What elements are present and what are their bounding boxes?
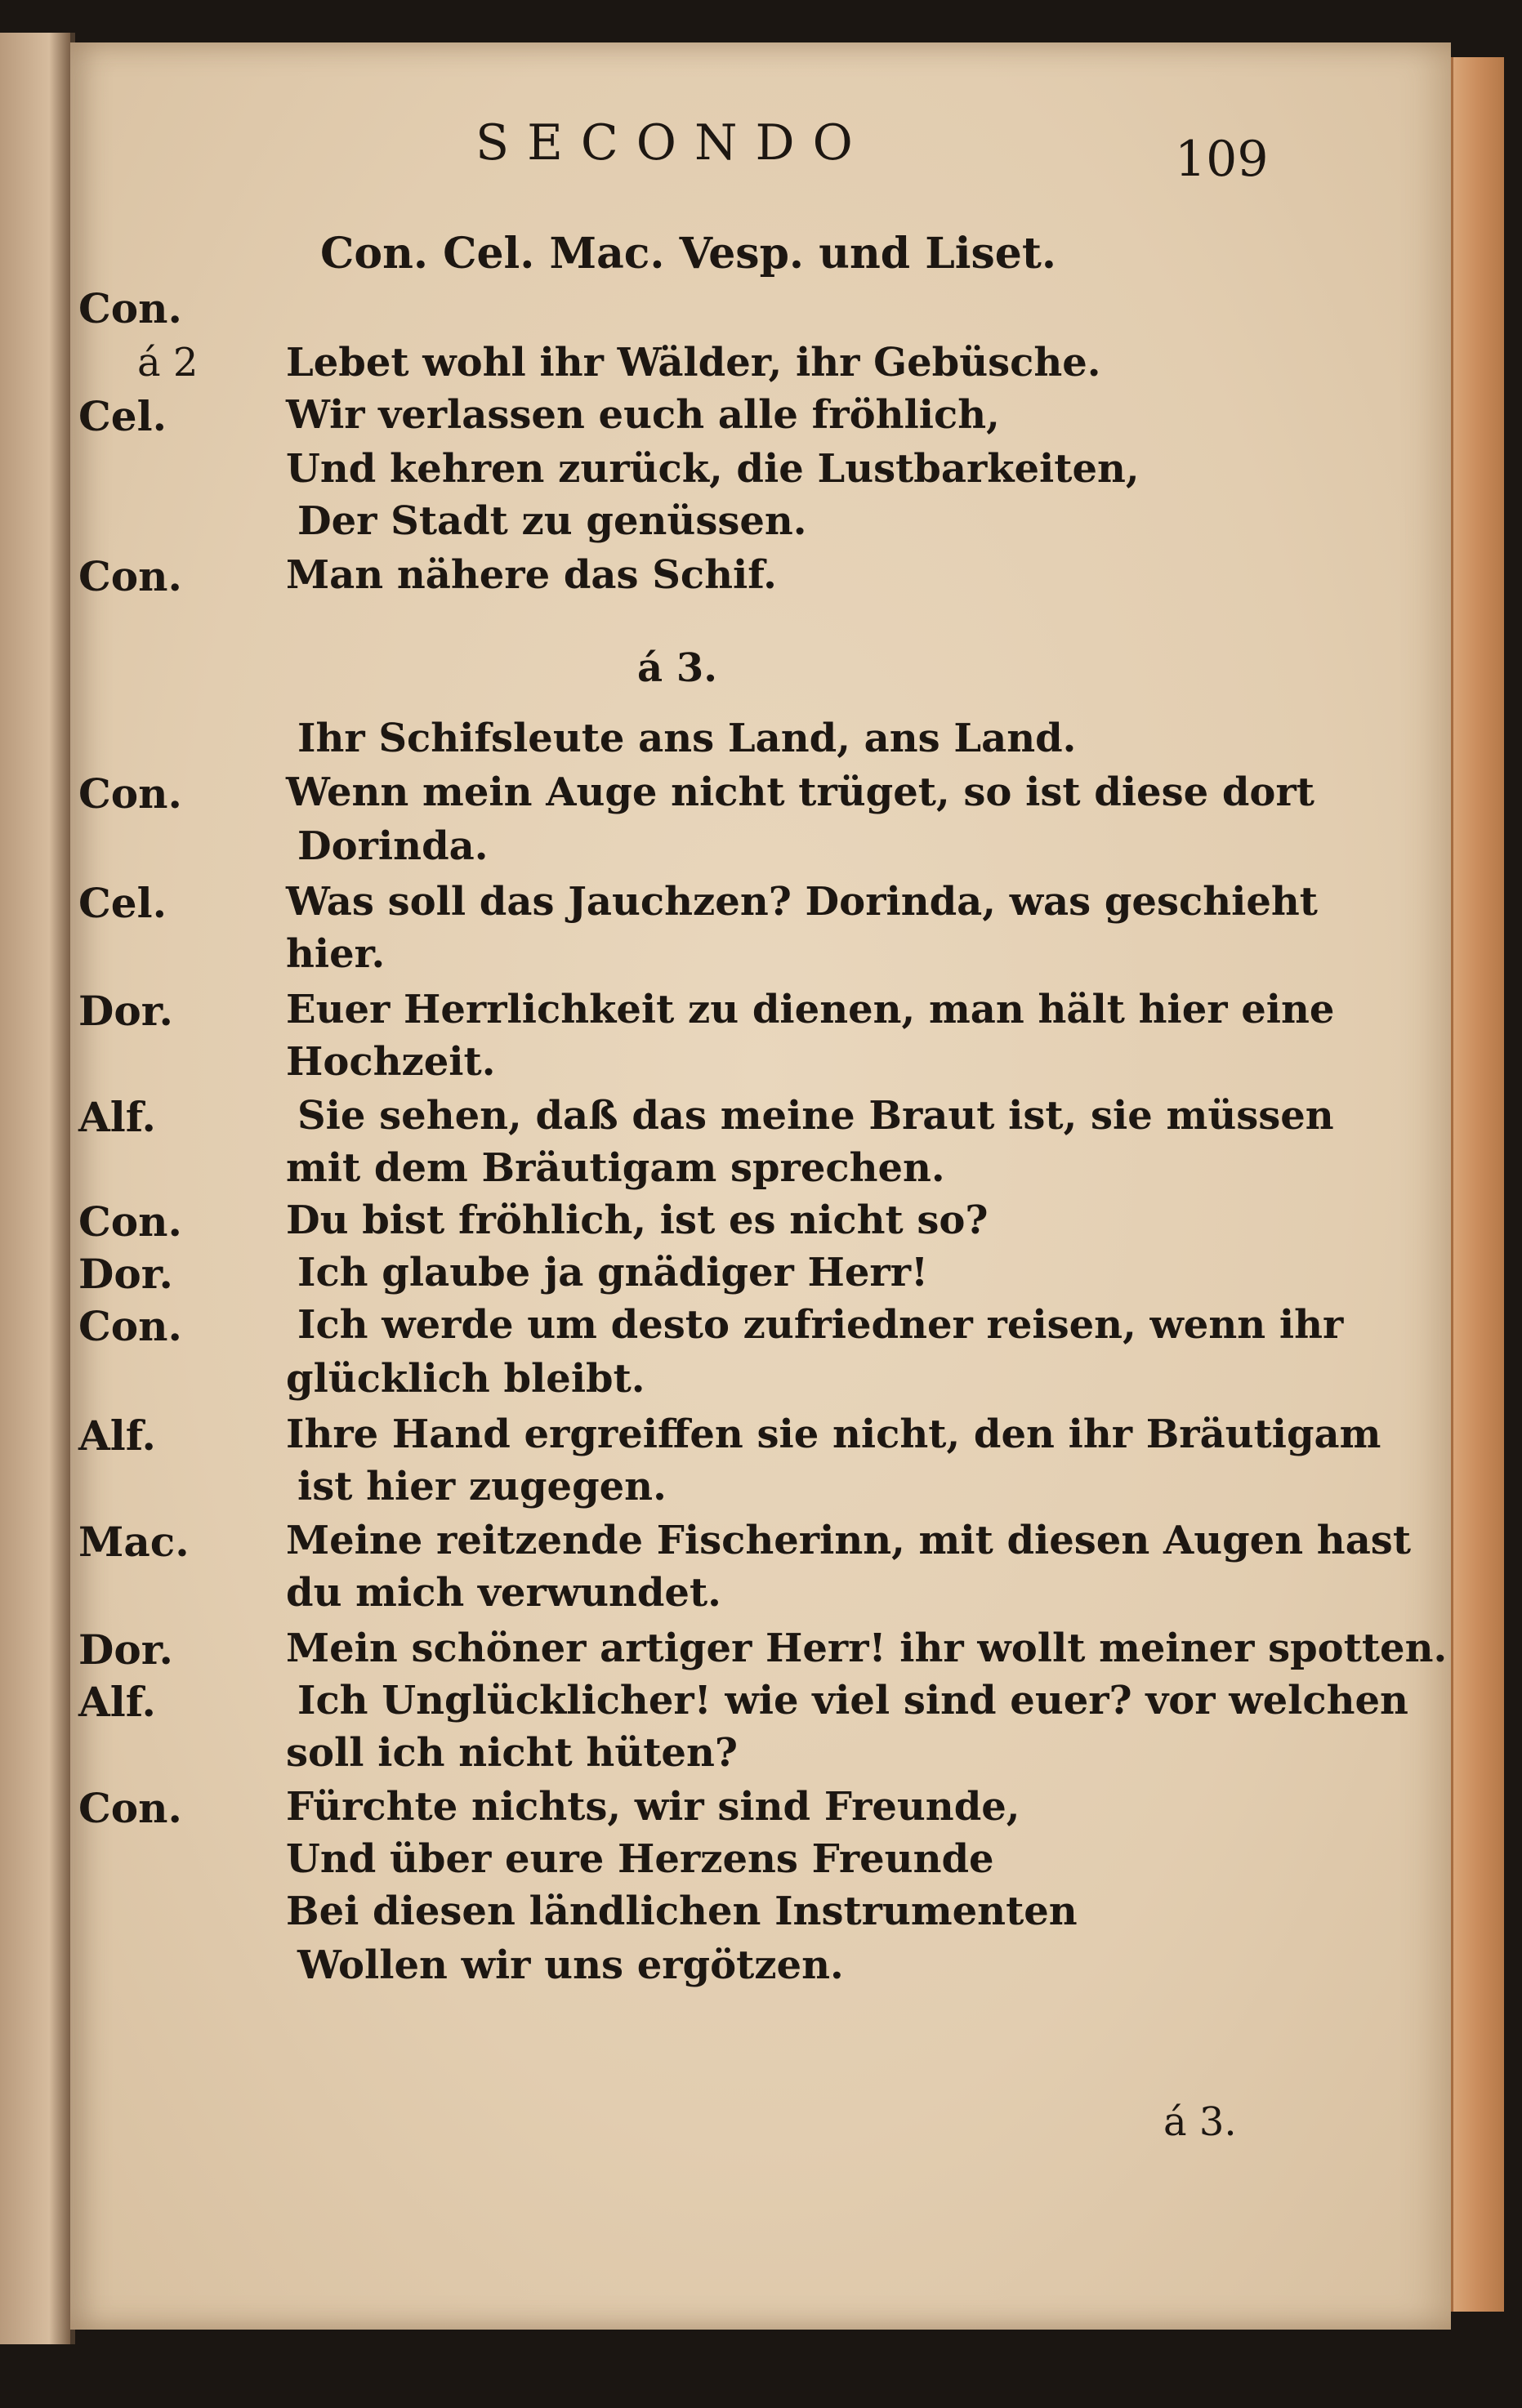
- dialogue-line: Sie sehen, daß das meine Braut ist, sie müssen: [297, 1093, 1334, 1139]
- dialogue-line: du mich verwundet.: [286, 1570, 721, 1616]
- speaker-label: Con.: [78, 769, 182, 818]
- speaker-label: Con.: [78, 552, 182, 600]
- dialogue-line: ist hier zugegen.: [297, 1464, 667, 1509]
- speaker-label: Con.: [78, 1784, 182, 1832]
- dialogue-line: Ich Unglücklicher! wie viel sind euer? vor welchen: [297, 1678, 1408, 1724]
- speaker-label: Dor.: [78, 987, 173, 1035]
- page-edge: [1451, 57, 1504, 2312]
- dialogue-line: Wir verlassen euch alle fröhlich,: [286, 392, 1000, 438]
- dialogue-line: Euer Herrlichkeit zu dienen, man hält hier eine: [286, 987, 1335, 1032]
- dialogue-line: Meine reitzende Fischerinn, mit diesen Augen hast: [286, 1518, 1411, 1563]
- page-number: 109: [1175, 131, 1269, 188]
- speaker-label: Mac.: [78, 1518, 190, 1566]
- speaker-label: Cel.: [78, 879, 167, 927]
- speaker-label: Con.: [78, 1302, 182, 1350]
- speaker-sub-label: á 2: [137, 340, 199, 386]
- dialogue-line: Hochzeit.: [286, 1039, 496, 1085]
- dialogue-line: hier.: [286, 931, 386, 977]
- dialogue-line: Wenn mein Auge nicht trüget, so ist diese dort: [286, 769, 1314, 815]
- dialogue-line: Und kehren zurück, die Lustbarkeiten,: [286, 446, 1140, 492]
- speaker-label: Alf.: [78, 1093, 156, 1141]
- dialogue-line: Der Stadt zu genüssen.: [297, 498, 807, 544]
- speaker-label: Alf.: [78, 1678, 156, 1726]
- speaker-label: Con.: [78, 284, 182, 332]
- dialogue-line: Dorinda.: [297, 823, 489, 869]
- dialogue-line: Lebet wohl ihr Wälder, ihr Gebüsche.: [286, 340, 1101, 386]
- speaker-label: Dor.: [78, 1250, 173, 1298]
- speaker-label: Dor.: [78, 1625, 173, 1674]
- dialogue-line: Wollen wir uns ergötzen.: [297, 1942, 844, 1988]
- dialogue-line: Ich werde um desto zufriedner reisen, wenn ihr: [297, 1302, 1344, 1348]
- dialogue-line: Du bist fröhlich, ist es nicht so?: [286, 1197, 989, 1243]
- dialogue-line: Ihre Hand ergreiffen sie nicht, den ihr Bräutigam: [286, 1411, 1381, 1457]
- speaker-label: Con.: [78, 1197, 182, 1246]
- dialogue-line: Was soll das Jauchzen? Dorinda, was geschieht: [286, 879, 1318, 925]
- stage-direction: á 3.: [637, 645, 717, 691]
- speaker-label: Alf.: [78, 1411, 156, 1460]
- speaker-label: Cel.: [78, 392, 167, 440]
- dialogue-line: Fürchte nichts, wir sind Freunde,: [286, 1784, 1020, 1830]
- dialogue-line: Und über eure Herzens Freunde: [286, 1836, 994, 1882]
- dialogue-line: Man nähere das Schif.: [286, 552, 777, 598]
- running-title: SECONDO: [475, 114, 871, 172]
- dialogue-line: glücklich bleibt.: [286, 1356, 645, 1402]
- dialogue-line: Ich glaube ja gnädiger Herr!: [297, 1250, 929, 1295]
- dialogue-line: Bei diesen ländlichen Instrumenten: [286, 1888, 1078, 1934]
- dialogue-line: Mein schöner artiger Herr! ihr wollt meiner spotten.: [286, 1625, 1448, 1671]
- dialogue-line: Ihr Schifsleute ans Land, ans Land.: [297, 716, 1077, 761]
- catchword: á 3.: [1163, 2099, 1237, 2145]
- scene-heading: Con. Cel. Mac. Vesp. und Liset.: [320, 229, 1057, 279]
- facing-page-edge: [0, 33, 75, 2344]
- dialogue-line: mit dem Bräutigam sprechen.: [286, 1145, 945, 1191]
- dialogue-line: soll ich nicht hüten?: [286, 1730, 738, 1776]
